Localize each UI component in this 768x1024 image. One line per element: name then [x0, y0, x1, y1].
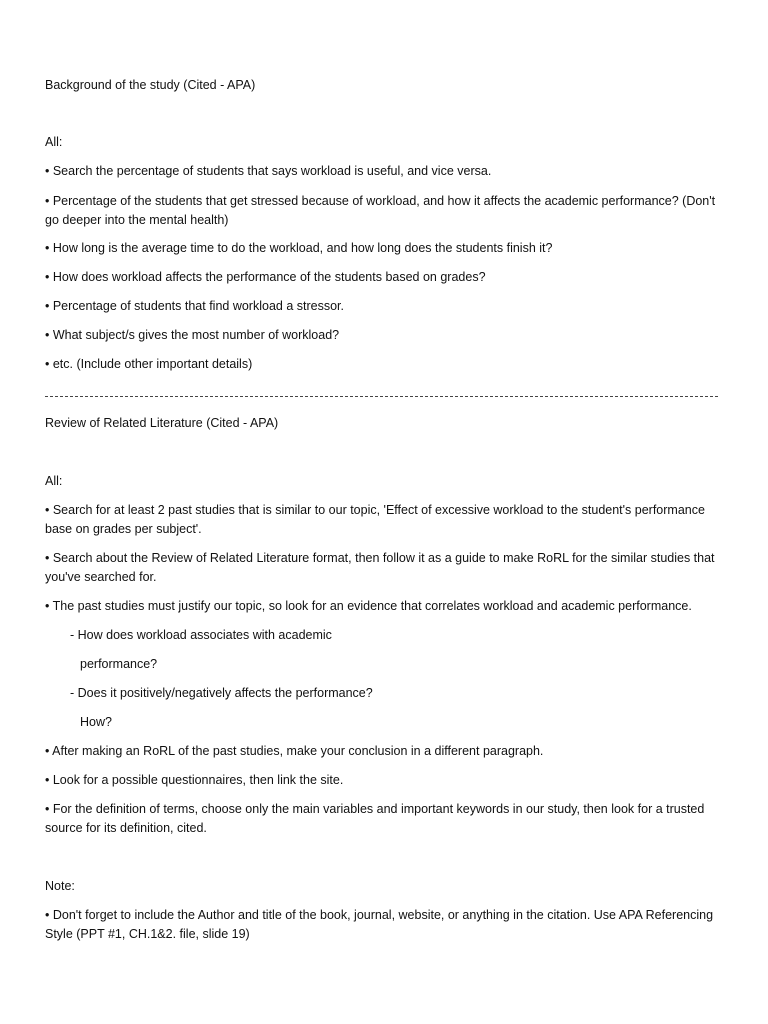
bullet-item: • etc. (Include other important details) — [45, 357, 253, 371]
section-heading-background: Background of the study (Cited - APA) — [45, 78, 256, 92]
bullet-item: • Search the percentage of students that says workload is useful, and vice versa. — [45, 164, 492, 178]
note-label: Note: — [45, 879, 75, 893]
bullet-item: • Percentage of the students that get stressed because of workload, and how it affects the academic performance? (Don't go deeper into the mental health) — [45, 194, 716, 227]
bullet-item: • After making an RoRL of the past studies, make your conclusion in a different paragraph. — [45, 744, 544, 758]
dashed-divider — [45, 396, 718, 397]
bullet-item: • The past studies must justify our topic, so look for an evidence that correlates workload and academic performance. — [45, 599, 692, 613]
sub-item-continuation: How? — [80, 715, 112, 729]
section-heading-rrl: Review of Related Literature (Cited - APA) — [45, 416, 279, 430]
bullet-item: • What subject/s gives the most number of workload? — [45, 328, 340, 342]
bullet-item: • How long is the average time to do the workload, and how long does the students finish it? — [45, 241, 553, 255]
assignee-label: All: — [45, 474, 63, 488]
sub-item-continuation: performance? — [80, 657, 158, 671]
bullet-item: • Search about the Review of Related Literature format, then follow it as a guide to make RoRL for the similar studies that you've searched for. — [45, 551, 715, 584]
bullet-item: • For the definition of terms, choose only the main variables and important keywords in our study, then look for a trusted source for its definition, cited. — [45, 802, 705, 835]
sub-item: - How does workload associates with academic — [70, 628, 332, 642]
bullet-item: • Look for a possible questionnaires, then link the site. — [45, 773, 344, 787]
bullet-item: • Search for at least 2 past studies that is similar to our topic, 'Effect of excessive workload to the student's performance base on grades per subject'. — [45, 503, 705, 536]
assignee-label: All: — [45, 135, 63, 149]
bullet-item: • Percentage of students that find workload a stressor. — [45, 299, 344, 313]
bullet-item: • Don't forget to include the Author and title of the book, journal, website, or anything in the citation. Use APA Referencing Style (PPT #1, CH.1&2. file, slide 19) — [45, 908, 714, 941]
sub-item: - Does it positively/negatively affects the performance? — [70, 686, 373, 700]
bullet-item: • How does workload affects the performance of the students based on grades? — [45, 270, 486, 284]
